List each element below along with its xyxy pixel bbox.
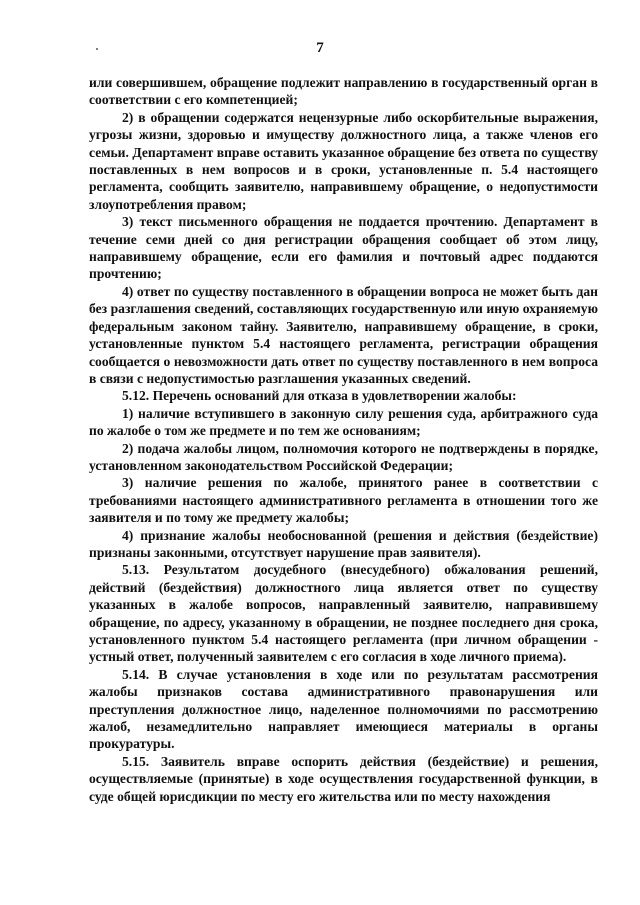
refusal-reason-4: 4) признание жалобы необоснованной (решения и действия (бездействие) признаны законными, отсутствует нарушение прав заявителя). [89,527,598,560]
section-5-12-heading: 5.12. Перечень оснований для отказа в удовлетворении жалобы: [122,388,517,404]
refusal-reason-2: 2) подача жалобы лицом, полномочия которого не подтверждены в порядке, установленном законодательством Российской Федерации; [89,440,598,473]
page-number: 7 [316,40,324,56]
section-5-14: 5.14. В случае установления в ходе или по результатам рассмотрения жалобы признаков состава административного правонарушения или преступления должностное лицо, наделенное полномочиями по рассмотрению жалоб, незамедлительно направляет имеющиеся материалы в органы прокуратуры. [89,666,598,752]
paragraph-item-4: 4) ответ по существу поставленного в обращении вопроса не может быть дан без разглашения сведений, составляющих государственную или иную охраняемую федеральным законом тайну. Заявителю, направившему обращение, в сроки, установленные пунктом 5.4 настоящего регламента, регистрации обращения сообщается о невозможности дать ответ по существу поставленного в нем вопроса в связи с недопустимостью разглашения указанных сведений. [89,283,598,386]
paragraph-continuation: или совершившем, обращение подлежит направлению в государственный орган в соответствии с его компетенцией; [89,75,598,108]
refusal-reason-1: 1) наличие вступившего в законную силу решения суда, арбитражного суда по жалобе о том же предмете и по тем же основаниям; [89,405,598,439]
document-body [89,74,598,805]
paragraph-item-2: 2) в обращении содержатся нецензурные либо оскорбительные выражения, угрозы жизни, здоровью и имуществу должностного лица, а также членов его семьи. Департамент вправе оставить указанное обращение без ответа по существу поставленных в нем вопросов и в сроки, установленные п. 5.4 настоящего регламента, сообщить заявителю, направившему обращение, о недопустимости злоупотребления правом; [89,109,598,212]
section-5-13: 5.13. Результатом досудебного (внесудебного) обжалования решений, действий (бездействия) должностного лица является ответ по существу указанных в жалобе вопросов, направленный заявителю, направившему обращение, по адресу, указанному в обращении, не позднее последнего дня срока, установленного пунктом 5.4 настоящего регламента (при личном обращении - устный ответ, полученный заявителем с его согласия в ходе личного приема). [89,562,598,665]
paragraph-item-3: 3) текст письменного обращения не поддается прочтению. Департамент в течение семи дней со дня регистрации обращения сообщает об этом лицу, направившему обращение, если его фамилия и почтовый адрес поддаются прочтению; [89,214,598,282]
section-5-15: 5.15. Заявитель вправе оспорить действия (бездействие) и решения, осуществляемые (принятые) в ходе осуществления государственной функции, в суде общей юрисдикции по месту его жительства или по месту нахождения [89,753,598,804]
refusal-reason-3: 3) наличие решения по жалобе, принятого ранее в соответствии с требованиями настоящего административного регламента в отношении того же заявителя и по тому же предмету жалобы; [89,475,598,526]
